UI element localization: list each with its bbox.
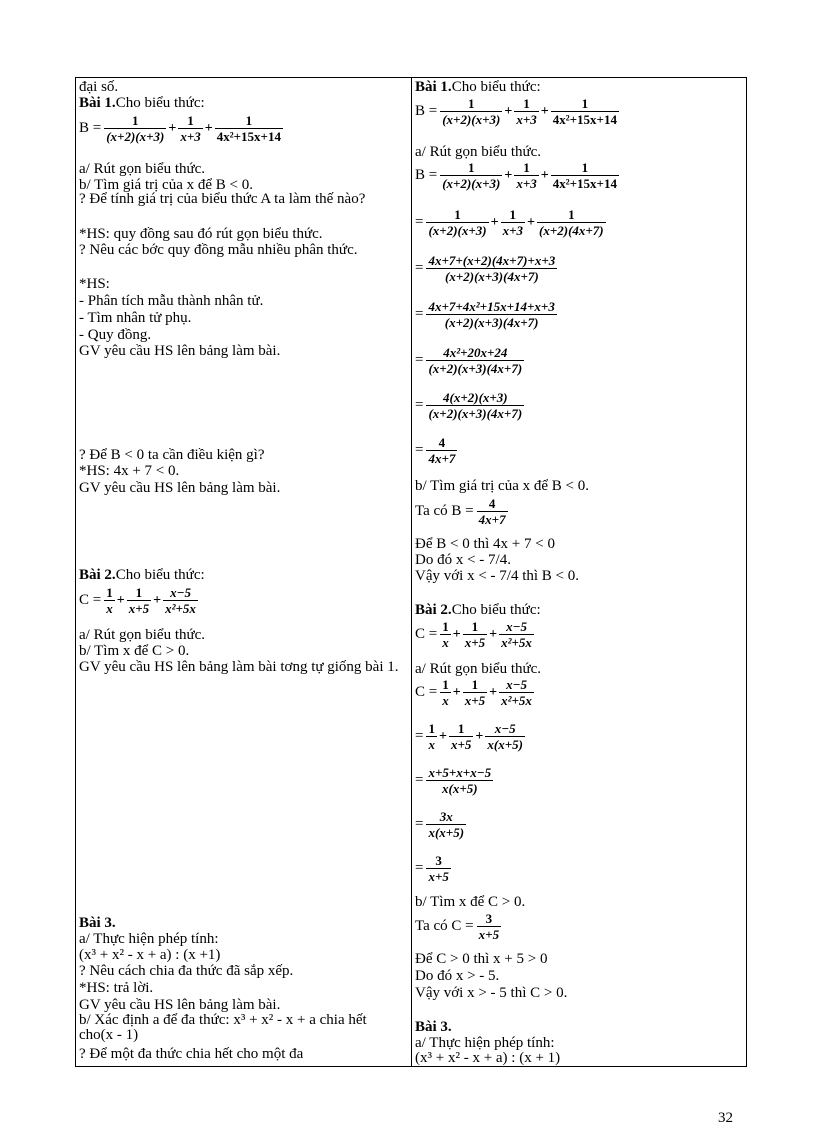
fraction: $\frac{x-5}{\text{x²+5x}}$ bbox=[501, 677, 532, 708]
exercise-intro: Cho biểu thức: bbox=[115, 95, 205, 111]
text-line: Để C > 0 thì x + 5 > 0 bbox=[415, 951, 548, 967]
derivation-step: = $\frac{4(x+2)(x+3)}{(x+2)(x+3)(4x+7)}$ bbox=[415, 390, 523, 421]
fraction: $\frac{x-5}{\text{x²+5x}}$ bbox=[501, 619, 532, 650]
text-line: Vậy với x > - 5 thì C > 0. bbox=[415, 985, 568, 1001]
fraction: $\frac{1}{(x+2)(x+3)}$ bbox=[106, 113, 165, 144]
derivation-step: = $\frac{x+5+x+x-5}{x(x+5)}$ bbox=[415, 765, 492, 796]
expression-line: (x³ + x² - x + a) : (x +1) bbox=[79, 947, 221, 963]
text-line: GV yêu cầu HS lên bảng làm bài. bbox=[79, 343, 281, 359]
text-line: - Phân tích mẫu thành nhân tử. bbox=[79, 293, 264, 309]
fraction: $\frac{1}{(x+2)(x+3)}$ bbox=[428, 207, 487, 238]
text-line: GV yêu cầu HS lên bảng làm bài. bbox=[79, 997, 281, 1013]
formula-B: B = $\frac{1}{(x+2)(x+3)}$ + $\frac{1}{x+3}$ + $\frac{1}{\text{4x²+15x+14}}$ bbox=[79, 113, 281, 144]
text-line: *HS: 4x + 7 < 0. bbox=[79, 463, 180, 479]
fraction: $\frac{1}{\text{4x²+15x+14}}$ bbox=[216, 113, 281, 144]
exercise-label: Bài 2. bbox=[79, 567, 116, 583]
fraction: $\frac{1}{\text{4x²+15x+14}}$ bbox=[552, 96, 617, 127]
fraction: $\frac{1}{x+5}$ bbox=[450, 721, 472, 752]
text-line: b/ Tìm giá trị của x để B < 0. bbox=[415, 478, 589, 494]
fraction: $\frac{x+5+x+x-5}{x(x+5)}$ bbox=[428, 765, 492, 796]
text-line: a/ Rút gọn biểu thức. bbox=[79, 161, 206, 177]
fraction: $\frac{\text{4x+7+4x²+15x+14+x+3}}{(x+2)(x+3)(4x+7)}$ bbox=[428, 299, 555, 330]
fraction: $\frac{1}{(x+2)(4x+7)}$ bbox=[539, 207, 604, 238]
fraction: $\frac{1}{x+3}$ bbox=[502, 207, 524, 238]
text-line: a/ Thực hiện phép tính: bbox=[415, 1035, 555, 1051]
column-divider bbox=[411, 78, 412, 1066]
exercise-label: Bài 1. bbox=[415, 79, 452, 95]
derivation-step: = $\frac{3}{x+5}$ bbox=[415, 853, 449, 884]
exercise-label: Bài 3. bbox=[79, 915, 116, 931]
expression-line: (x³ + x² - x + a) : (x + 1) bbox=[415, 1050, 561, 1066]
derivation-step: = $\frac{4x+7+(x+2)(4x+7)+x+3}{(x+2)(x+3)(4x+7)}$ bbox=[415, 253, 556, 284]
page-number: 32 bbox=[718, 1110, 733, 1126]
text-line: - Tìm nhân tử phụ. bbox=[79, 310, 192, 326]
exercise-heading bbox=[79, 96, 205, 111]
text-line: a/ Rút gọn biểu thức. bbox=[415, 661, 542, 677]
text-line: a/ Rút gọn biểu thức. bbox=[79, 627, 206, 643]
exercise-heading bbox=[79, 568, 205, 583]
text-line: Do đó x > - 5. bbox=[415, 968, 500, 984]
fraction: $\frac{3}{x+5}$ bbox=[428, 853, 449, 884]
fraction: $\frac{3}{x+5}$ bbox=[478, 911, 500, 942]
lesson-table bbox=[75, 77, 747, 1067]
derivation-step: = $\frac{1}{x}$ + $\frac{1}{x+5}$ + $\frac{x-5}{x(x+5)}$ bbox=[415, 721, 523, 752]
fraction: $\frac{1}{x+5}$ bbox=[464, 677, 486, 708]
text-line: *HS: quy đồng sau đó rút gọn biểu thức. bbox=[79, 226, 323, 242]
fraction: $\frac{1}{x}$ bbox=[106, 585, 113, 616]
exercise-heading bbox=[415, 80, 541, 95]
activity-column bbox=[79, 78, 407, 1066]
formula-result: Ta có C = $\frac{3}{x+5}$ bbox=[415, 911, 500, 942]
fraction: $\frac{4x+7+(x+2)(4x+7)+x+3}{(x+2)(x+3)(4x+7)}$ bbox=[428, 253, 556, 284]
fraction: $\frac{1}{x+3}$ bbox=[180, 113, 201, 144]
fraction: $\frac{1}{(x+2)(x+3)}$ bbox=[442, 160, 501, 191]
fraction: $\frac{4(x+2)(x+3)}{(x+2)(x+3)(4x+7)}$ bbox=[428, 390, 523, 421]
fraction: $\frac{1}{(x+2)(x+3)}$ bbox=[442, 96, 501, 127]
derivation-step: = $\frac{3x}{x(x+5)}$ bbox=[415, 809, 465, 840]
fraction: $\frac{1}{x}$ bbox=[428, 721, 435, 752]
text-line: - Quy đồng. bbox=[79, 327, 152, 343]
exercise-label: Bài 2. bbox=[415, 602, 452, 618]
formula-C: C = $\frac{1}{x}$ + $\frac{1}{x+5}$ + $\frac{x-5}{\text{x²+5x}}$ bbox=[415, 619, 532, 650]
question-line: ? Để tính giá trị của biểu thức A ta làm thế nào? bbox=[79, 191, 366, 207]
exercise-intro: Cho biểu thức: bbox=[115, 567, 205, 583]
text-line: GV yêu cầu HS lên bảng làm bài. bbox=[79, 480, 281, 496]
question-line: ? Để một đa thức chia hết cho một đa bbox=[79, 1046, 304, 1062]
text-line: GV yêu cầu HS lên bảng làm bài tơng tự giống bài 1. bbox=[79, 659, 399, 675]
text-line: Để B < 0 thì 4x + 7 < 0 bbox=[415, 536, 555, 552]
exercise-intro: Cho biểu thức: bbox=[451, 602, 541, 618]
fraction: $\frac{1}{x+3}$ bbox=[516, 96, 537, 127]
fraction: $\frac{4}{4x+7}$ bbox=[478, 496, 506, 527]
text-line: *HS: trả lời. bbox=[79, 980, 154, 996]
derivation-step: = $\frac{\text{4x+7+4x²+15x+14+x+3}}{(x+2)(x+3)(4x+7)}$ bbox=[415, 299, 555, 330]
exercise-intro: Cho biểu thức: bbox=[451, 79, 541, 95]
fraction: $\frac{4}{4x+7}$ bbox=[428, 435, 456, 466]
text-line: b/ Tìm x để C > 0. bbox=[415, 894, 526, 910]
fraction: $\frac{1}{x}$ bbox=[442, 619, 449, 650]
fraction: $\frac{1}{\text{4x²+15x+14}}$ bbox=[552, 160, 617, 191]
fraction: $\frac{x-5}{\text{x²+5x}}$ bbox=[165, 585, 196, 616]
text-line: *HS: bbox=[79, 276, 110, 292]
question-line: ? Để B < 0 ta cần điều kiện gì? bbox=[79, 447, 265, 463]
fraction: $\frac{1}{x}$ bbox=[442, 677, 449, 708]
derivation-step: = $\frac{4}{4x+7}$ bbox=[415, 435, 456, 466]
fraction: $\frac{1}{x+5}$ bbox=[128, 585, 150, 616]
text-line: Vậy với x < - 7/4 thì B < 0. bbox=[415, 568, 580, 584]
exercise-heading bbox=[415, 603, 541, 618]
formula-B: B = $\frac{1}{(x+2)(x+3)}$ + $\frac{1}{x+3}$ + $\frac{1}{\text{4x²+15x+14}}$ bbox=[415, 160, 617, 191]
formula-result: Ta có B = $\frac{4}{4x+7}$ bbox=[415, 496, 506, 527]
derivation-step: = $\frac{1}{(x+2)(x+3)}$ + $\frac{1}{x+3}$ + $\frac{1}{(x+2)(4x+7)}$ bbox=[415, 207, 604, 238]
text-line: đại số. bbox=[79, 79, 119, 95]
text-line: b/ Tìm giá trị của x để B < 0. bbox=[79, 177, 253, 193]
fraction: $\frac{1}{x+5}$ bbox=[464, 619, 486, 650]
fraction: $\frac{x-5}{x(x+5)}$ bbox=[487, 721, 523, 752]
text-line: Do đó x < - 7/4. bbox=[415, 552, 511, 568]
fraction: $\frac{3x}{x(x+5)}$ bbox=[428, 809, 465, 840]
exercise-label: Bài 1. bbox=[79, 95, 116, 111]
text-line: a/ Rút gọn biểu thức. bbox=[415, 144, 542, 160]
question-line: ? Nêu các bớc quy đồng mẫu nhiều phân thức. bbox=[79, 242, 358, 258]
solution-column bbox=[415, 78, 743, 1066]
text-line: b/ Tìm x để C > 0. bbox=[79, 643, 190, 659]
fraction: $\frac{1}{x+3}$ bbox=[516, 160, 537, 191]
text-line: b/ Xác định a để đa thức: x³ + x² - x + a chia hết cho(x - 1) bbox=[79, 1012, 367, 1043]
formula-C: C = $\frac{1}{x}$ + $\frac{1}{x+5}$ + $\frac{x-5}{\text{x²+5x}}$ bbox=[415, 677, 532, 708]
derivation-step: = $\frac{\text{4x²+20x+24}}{(x+2)(x+3)(4x+7)}$ bbox=[415, 345, 523, 376]
question-line: ? Nêu cách chia đa thức đã sắp xếp. bbox=[79, 963, 294, 979]
exercise-label: Bài 3. bbox=[415, 1019, 452, 1035]
formula-B: B = $\frac{1}{(x+2)(x+3)}$ + $\frac{1}{x+3}$ + $\frac{1}{\text{4x²+15x+14}}$ bbox=[415, 96, 617, 127]
formula-C: C = $\frac{1}{x}$ + $\frac{1}{x+5}$ + $\frac{x-5}{\text{x²+5x}}$ bbox=[79, 585, 196, 616]
text-line: a/ Thực hiện phép tính: bbox=[79, 931, 219, 947]
fraction: $\frac{\text{4x²+20x+24}}{(x+2)(x+3)(4x+7)}$ bbox=[428, 345, 523, 376]
